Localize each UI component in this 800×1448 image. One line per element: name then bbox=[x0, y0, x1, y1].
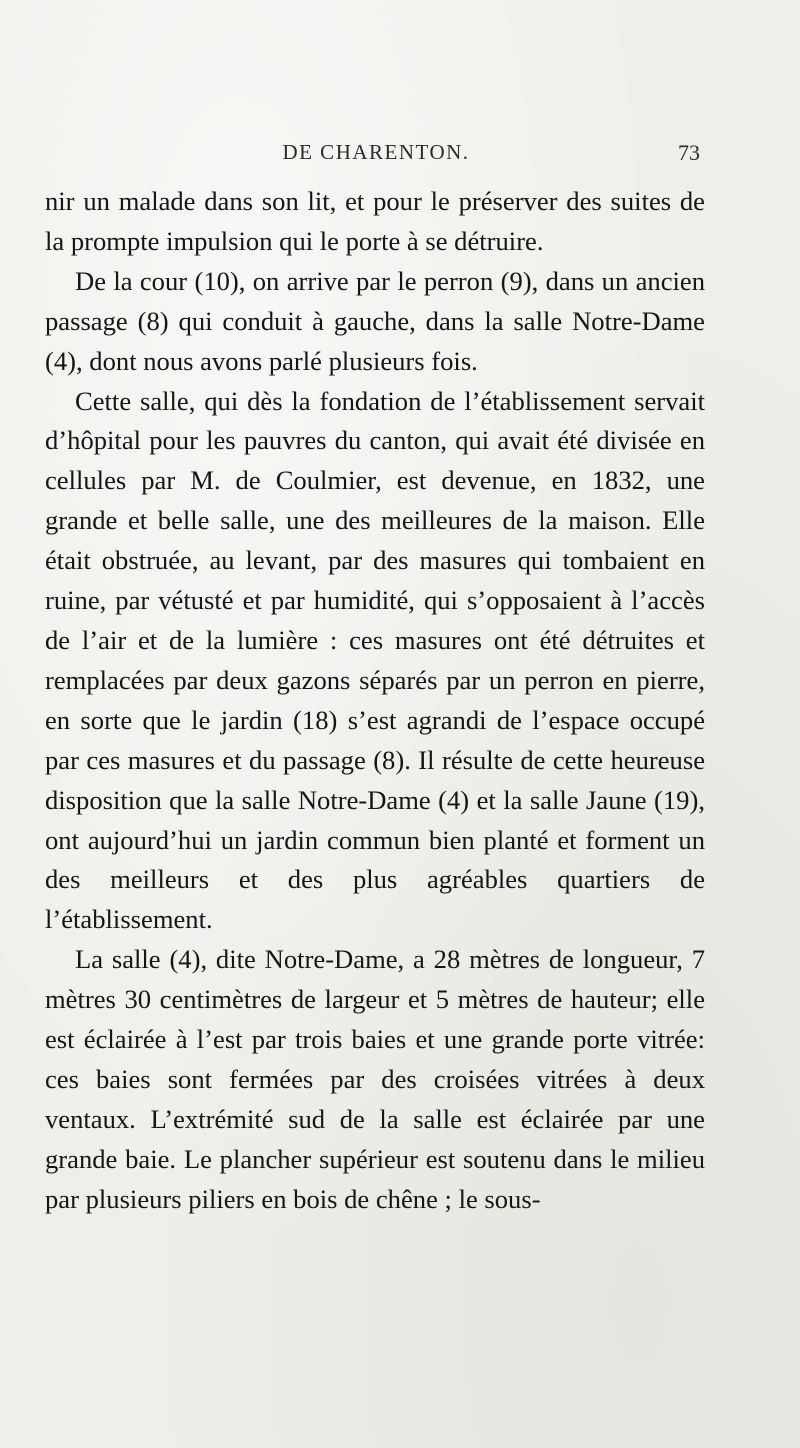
body-text bbox=[45, 182, 705, 1220]
page-number: 73 bbox=[678, 140, 700, 165]
running-title: DE CHARENTON. bbox=[282, 140, 470, 164]
running-head bbox=[52, 140, 700, 170]
paragraph-4: La salle (4), dite Notre-Dame, a 28 mètres de longueur, 7 mètres 30 centimètres de largeur et 5 mètres de hauteur; elle est éclairée à l’est par trois baies et une grande porte vitrée: ces baies sont fermées par des croisées vitrées à deux ventaux. L’extrémité sud de la salle est éclairée par une grande baie. Le plancher supérieur est soutenu dans le milieu par plusieurs piliers en bois de chêne ; le sous- bbox=[45, 944, 705, 1214]
paragraph-1: nir un malade dans son lit, et pour le préserver des suites de la prompte impulsion qui le porte à se détruire. bbox=[45, 186, 705, 256]
paragraph-3: Cette salle, qui dès la fondation de l’établissement servait d’hôpital pour les pauvres du canton, qui avait été divisée en cellules par M. de Coulmier, est devenue, en 1832, une grande et belle salle, une des meilleures de la maison. Elle était obstruée, au levant, par des masures qui tombaient en ruine, par vétusté et par humidité, qui s’opposaient à l’accès de l’air et de la lumière : ces masures ont été détruites et remplacées par deux gazons séparés par un perron en pierre, en sorte que le jardin (18) s’est agrandi de l’espace occupé par ces masures et du passage (8). Il résulte de cette heureuse disposition que la salle Notre-Dame (4) et la salle Jaune (19), ont aujourd’hui un jardin commun bien planté et forment un des meilleurs et des plus agréables quartiers de l’établissement. bbox=[45, 385, 705, 935]
paragraph-2: De la cour (10), on arrive par le perron (9), dans un ancien passage (8) qui conduit à gauche, dans la salle Notre-Dame (4), dont nous avons parlé plusieurs fois. bbox=[45, 265, 705, 376]
